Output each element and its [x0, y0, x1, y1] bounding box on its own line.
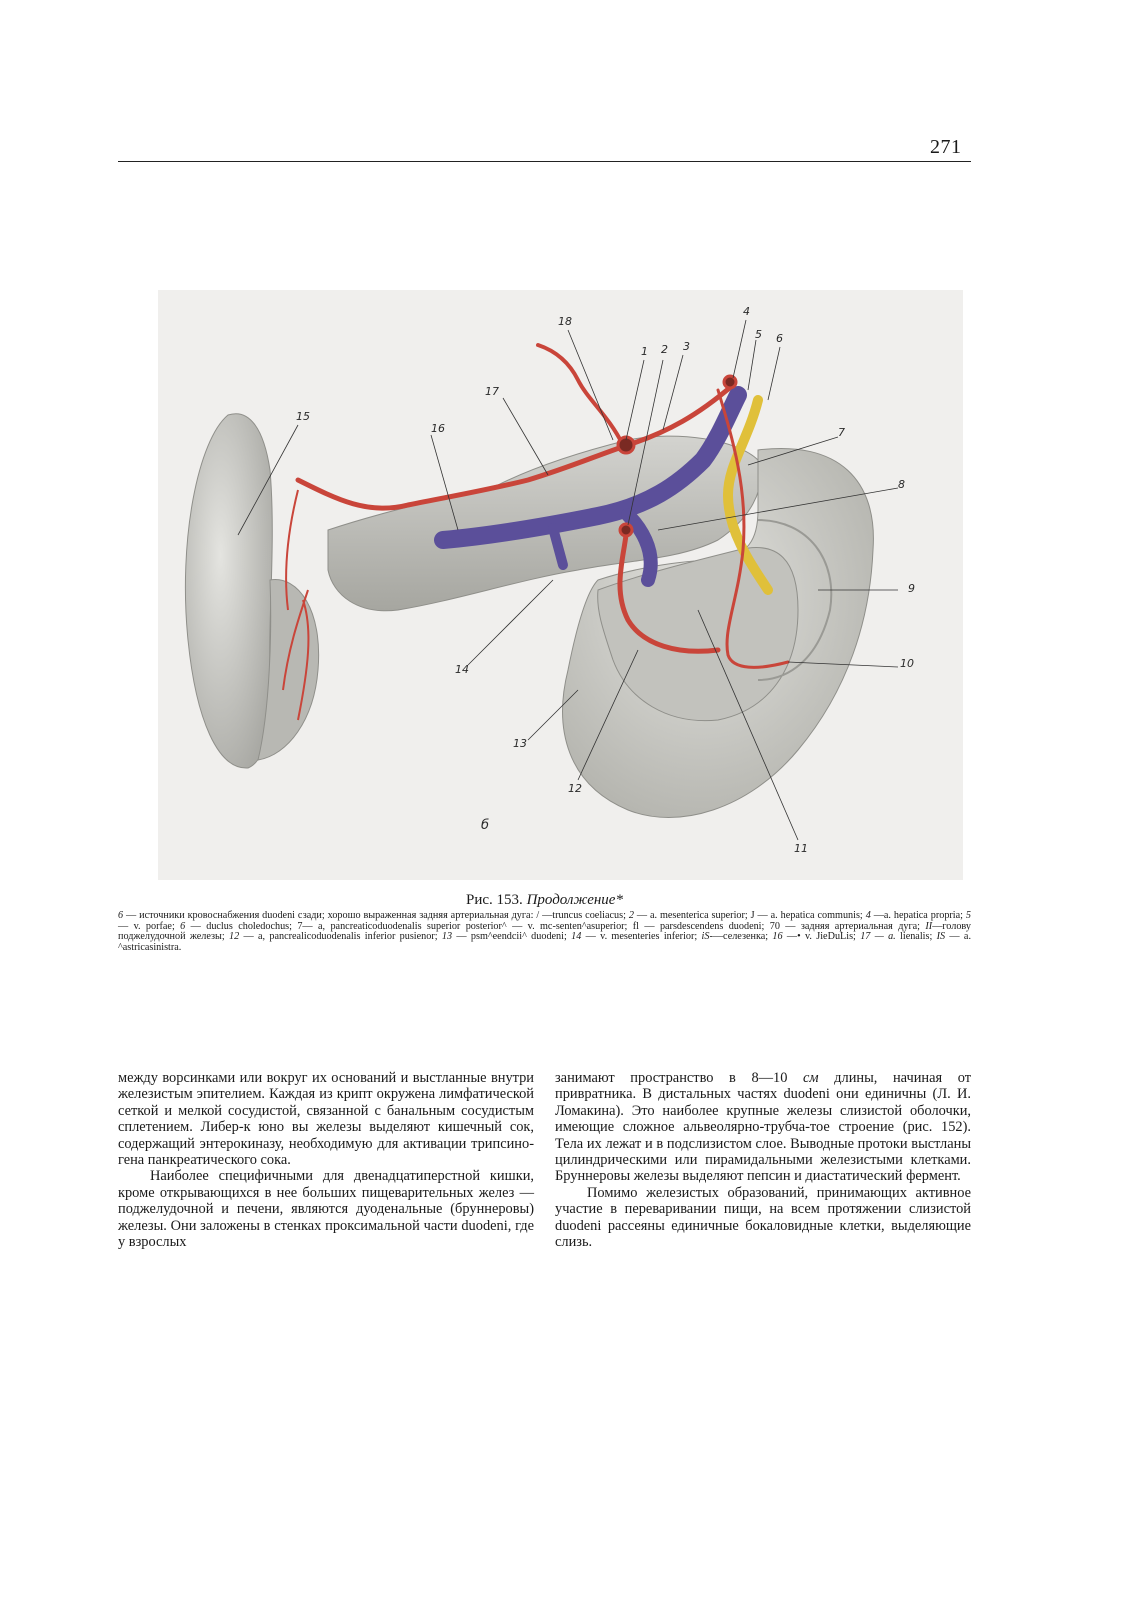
caption-text: —a. hepatica propria; — [870, 910, 966, 921]
caption-text: — a. mesenterica superior; J — a. hepatica communis; — [633, 910, 866, 921]
figure-label-3: 3 — [683, 340, 690, 353]
paragraph-text: длины, начиная от привратника. В дистальных частях duodeni они единичны (Л. И. Ломакина). Это наиболее крупные железы слизистой оболочки, имеющие сложное альвеолярно-трубча-тое строение (рис. 152). Тела их лежат и в подслизистом слое. Выводные протоки выстланы цилиндрическими или пирамидальными железистыми клетками. Бруннеровы железы выделяют пепсин и диастатический фермент. — [555, 1070, 971, 1185]
sma-stump — [620, 524, 632, 536]
figure-label-8: 8 — [898, 478, 905, 491]
figure-label-18: 18 — [558, 315, 572, 328]
figure-label-10: 10 — [900, 657, 914, 670]
caption-num: 14 — [571, 931, 582, 943]
figure-caption — [118, 911, 971, 953]
figure-title — [118, 892, 971, 909]
figure-label-15: 15 — [296, 410, 310, 423]
caption-text: — a, pancrealicoduodenalis inferior pusienor; — [239, 931, 442, 943]
caption-num: 16 — [772, 931, 783, 943]
caption-num: 6 — [180, 920, 186, 932]
paragraph: между ворсинками или вокруг их оснований и выстланные внутри железистым эпителием. Каждая из крипт окружена лимфатической сеткой и мелкой сосудистой, связанной с банальным сосудистым сплетением. Либер-к юно вы железы выделяют кишечный сок, содержащий энтерокиназу, необходимую для активации трипсино-гена панкреатического сока. — [118, 1070, 534, 1169]
paragraph: Наиболее специфичными для двенадцатиперстной кишки, кроме открывающихся в нее больших пищеварительных желез — поджелудочной и печени, являются дуоденальные (бруннеровы) железы. Они заложены в стенках проксимальной части duodeni, где у взрослых — [118, 1168, 534, 1251]
caption-text: — psm^eendcii^ duodeni; — [452, 931, 572, 943]
figure-label-9: 9 — [908, 582, 915, 595]
caption-num: II — [925, 920, 933, 932]
unit-cm: см — [803, 1070, 819, 1086]
figure-label-11: 11 — [794, 842, 808, 855]
caption-text: —селезенка; — [712, 931, 773, 943]
paragraph: Помимо железистых образований, принимающих активное участие в переваривании пищи, на всем протяжении слизистой duodeni рассеяны единичные бокаловидные клетки, выделяющие слизь. — [555, 1184, 971, 1251]
text-column-left — [118, 1070, 534, 1250]
caption-num: 17 — a. — [860, 931, 896, 943]
figure-label-1: 1 — [641, 345, 648, 358]
figure-label-6: 6 — [776, 332, 783, 345]
caption-text: —голову поджелудочной железы; — [118, 920, 971, 943]
caption-text: —• v. JieDuLis; — [782, 931, 861, 943]
figure-illustration — [158, 290, 963, 880]
caption-num: 6 — [118, 910, 124, 921]
figure-label-2: 2 — [661, 343, 668, 356]
caption-text: — v. mesenteries inferior; — [581, 931, 702, 943]
figure-panel-letter: б — [481, 818, 490, 833]
caption-num: 2 — [628, 910, 634, 921]
figure-label-17: 17 — [485, 385, 499, 398]
figure-label-13: 13 — [513, 737, 527, 750]
anatomical-figure — [158, 290, 963, 880]
caption-num: 12 — [229, 931, 240, 943]
paragraph — [555, 1070, 971, 1185]
text-column-right — [555, 1070, 971, 1250]
figure-label-16: 16 — [431, 422, 445, 435]
figure-title-prefix: Рис. 153. — [466, 892, 527, 908]
caption-text: — источники кровоснабжения duodeni сзади; хорошо выраженная задняя артериальная дуга: / —truncus coeliacus; — [123, 910, 629, 921]
page-number: 271 — [930, 136, 962, 158]
caption-text: — a. ^astricasinistra. — [118, 931, 971, 953]
caption-num: 13 — [441, 931, 453, 943]
caption-text: — duclus choledochus; 7— a, pancreaticoduodenalis superior posterior^ — v. mc-senten^asuperior; fl — parsdescendens duodeni; 70 — задняя артериальная дуга; — [185, 920, 926, 932]
figure-label-12: 12 — [568, 782, 582, 795]
caption-num: 5 — [965, 910, 971, 921]
figure-label-4: 4 — [743, 305, 750, 318]
hepatic-artery-stump — [724, 376, 736, 388]
spleen — [185, 414, 272, 768]
figure-label-14: 14 — [455, 663, 469, 676]
header-rule — [118, 161, 971, 162]
caption-num: iS- — [701, 931, 713, 943]
figure-title-italic: Продолжение* — [526, 892, 623, 908]
paragraph-text: занимают пространство в 8—10 — [555, 1070, 804, 1086]
figure-label-7: 7 — [838, 426, 845, 439]
caption-num: IS — [936, 931, 946, 943]
caption-text: — v. porfae; — [118, 920, 181, 932]
caption-text: lienalis; — [895, 931, 937, 943]
caption-num: 4 — [865, 910, 871, 921]
figure-label-5: 5 — [755, 328, 762, 341]
